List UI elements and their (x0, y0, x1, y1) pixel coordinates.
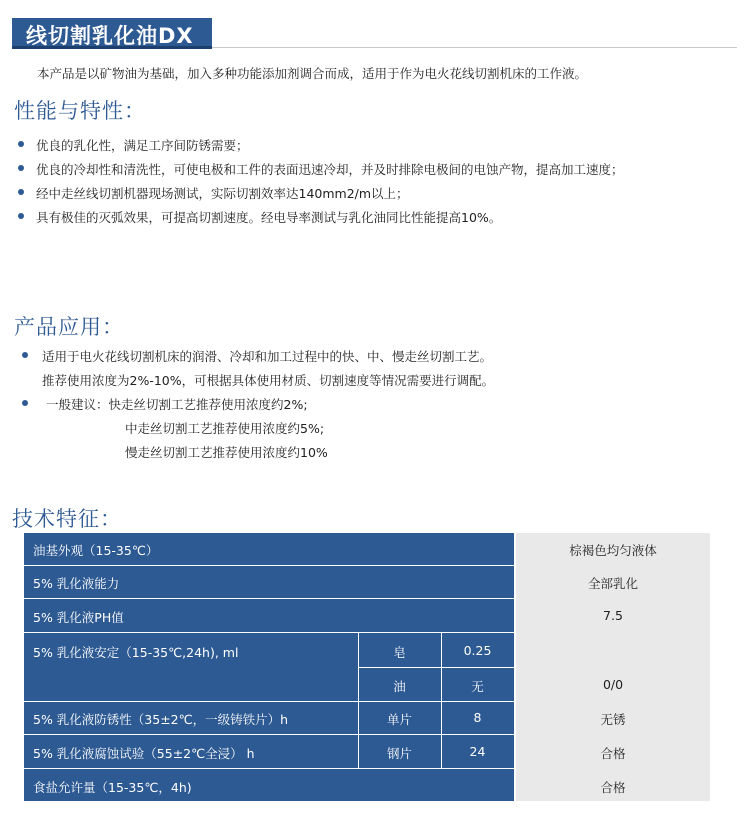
spec-subvalue-soap: 0.25 (463, 643, 492, 658)
spec-sublabel-oil: 油 (393, 679, 406, 694)
performance-item: 经中走丝线切割机器现场测试，实际切割效率达140mm2/m以上； (18, 184, 391, 202)
application-heading: 产品应用： (14, 315, 124, 339)
application-item: 一般建议：快走丝切割工艺推荐使用浓度约2%; (22, 395, 284, 413)
row-divider (24, 598, 514, 599)
spec-value-rust: 无锈 (600, 712, 626, 727)
recommendation-line: 慢走丝切割工艺推荐使用浓度约10% (125, 445, 328, 460)
spec-subvalue-corrosion: 24 (469, 744, 486, 759)
performance-item: 具有极佳的灭弧效果，可提高切割速度。经电导率测试与乳化油同比性能提高10%。 (18, 208, 483, 226)
title-divider (212, 47, 737, 48)
spec-label-corrosion: 5% 乳化液腐蚀试验（55±2℃全浸） h (33, 746, 255, 761)
spec-value-ph: 7.5 (603, 608, 623, 623)
page-title: 线切割乳化油DX (26, 24, 194, 48)
title-banner (12, 18, 212, 49)
spec-label-stability: 5% 乳化液安定（15-35℃,24h), ml (33, 645, 239, 660)
bullet-icon (18, 165, 24, 171)
spec-sublabel-soap: 皂 (393, 645, 406, 660)
intro-text: 本产品是以矿物油为基础，加入多种功能添加剂调合而成，适用于作为电火花线切割机床的工作液。 (37, 66, 588, 81)
performance-item: 优良的冷却性和清洗性，可使电极和工件的表面迅速冷却，并及时排除电极间的电蚀产物，提高加工速度； (18, 160, 606, 178)
bullet-icon (18, 189, 24, 195)
spec-value-stability: 0/0 (602, 677, 624, 692)
application-item-continuation: 推荐使用浓度为2%-10%，可根据具体使用材质、切割速度等情况需要进行调配。 (42, 373, 495, 388)
bullet-icon (18, 213, 24, 219)
spec-value-emulsify: 全部乳化 (587, 576, 638, 591)
performance-heading: 性能与特性： (14, 99, 146, 123)
spec-label-rust: 5% 乳化液防锈性（35±2℃，一级铸铁片）h (33, 712, 289, 727)
spec-sublabel-corrosion: 钢片 (386, 746, 412, 761)
row-divider (358, 667, 514, 668)
row-divider (24, 768, 514, 769)
bullet-icon (22, 352, 28, 358)
spec-label-emulsify: 5% 乳化液能力 (33, 576, 120, 591)
specs-heading: 技术特征： (12, 507, 122, 531)
spec-value-appearance: 棕褐色均匀液体 (569, 543, 657, 558)
spec-sublabel-rust: 单片 (386, 712, 412, 727)
spec-value-salt: 合格 (600, 780, 626, 795)
spec-subvalue-rust: 8 (473, 710, 482, 725)
spec-label-ph: 5% 乳化液PH值 (33, 610, 124, 625)
bullet-icon (22, 400, 28, 406)
spec-label-appearance: 油基外观（15-35℃） (33, 543, 159, 558)
row-divider (24, 565, 514, 566)
spec-value-corrosion: 合格 (600, 746, 626, 761)
spec-label-salt: 食盐允许量（15-35℃，4h) (33, 780, 192, 795)
spec-subvalue-oil: 无 (471, 679, 484, 694)
recommendation-line: 中走丝切割工艺推荐使用浓度约5%; (125, 421, 325, 436)
application-item: 适用于电火花线切割机床的润滑、冷却和加工过程中的快、中、慢走丝切割工艺。 (22, 347, 472, 365)
performance-item: 优良的乳化性，满足工序间防锈需要； (18, 136, 231, 154)
bullet-icon (18, 141, 24, 147)
